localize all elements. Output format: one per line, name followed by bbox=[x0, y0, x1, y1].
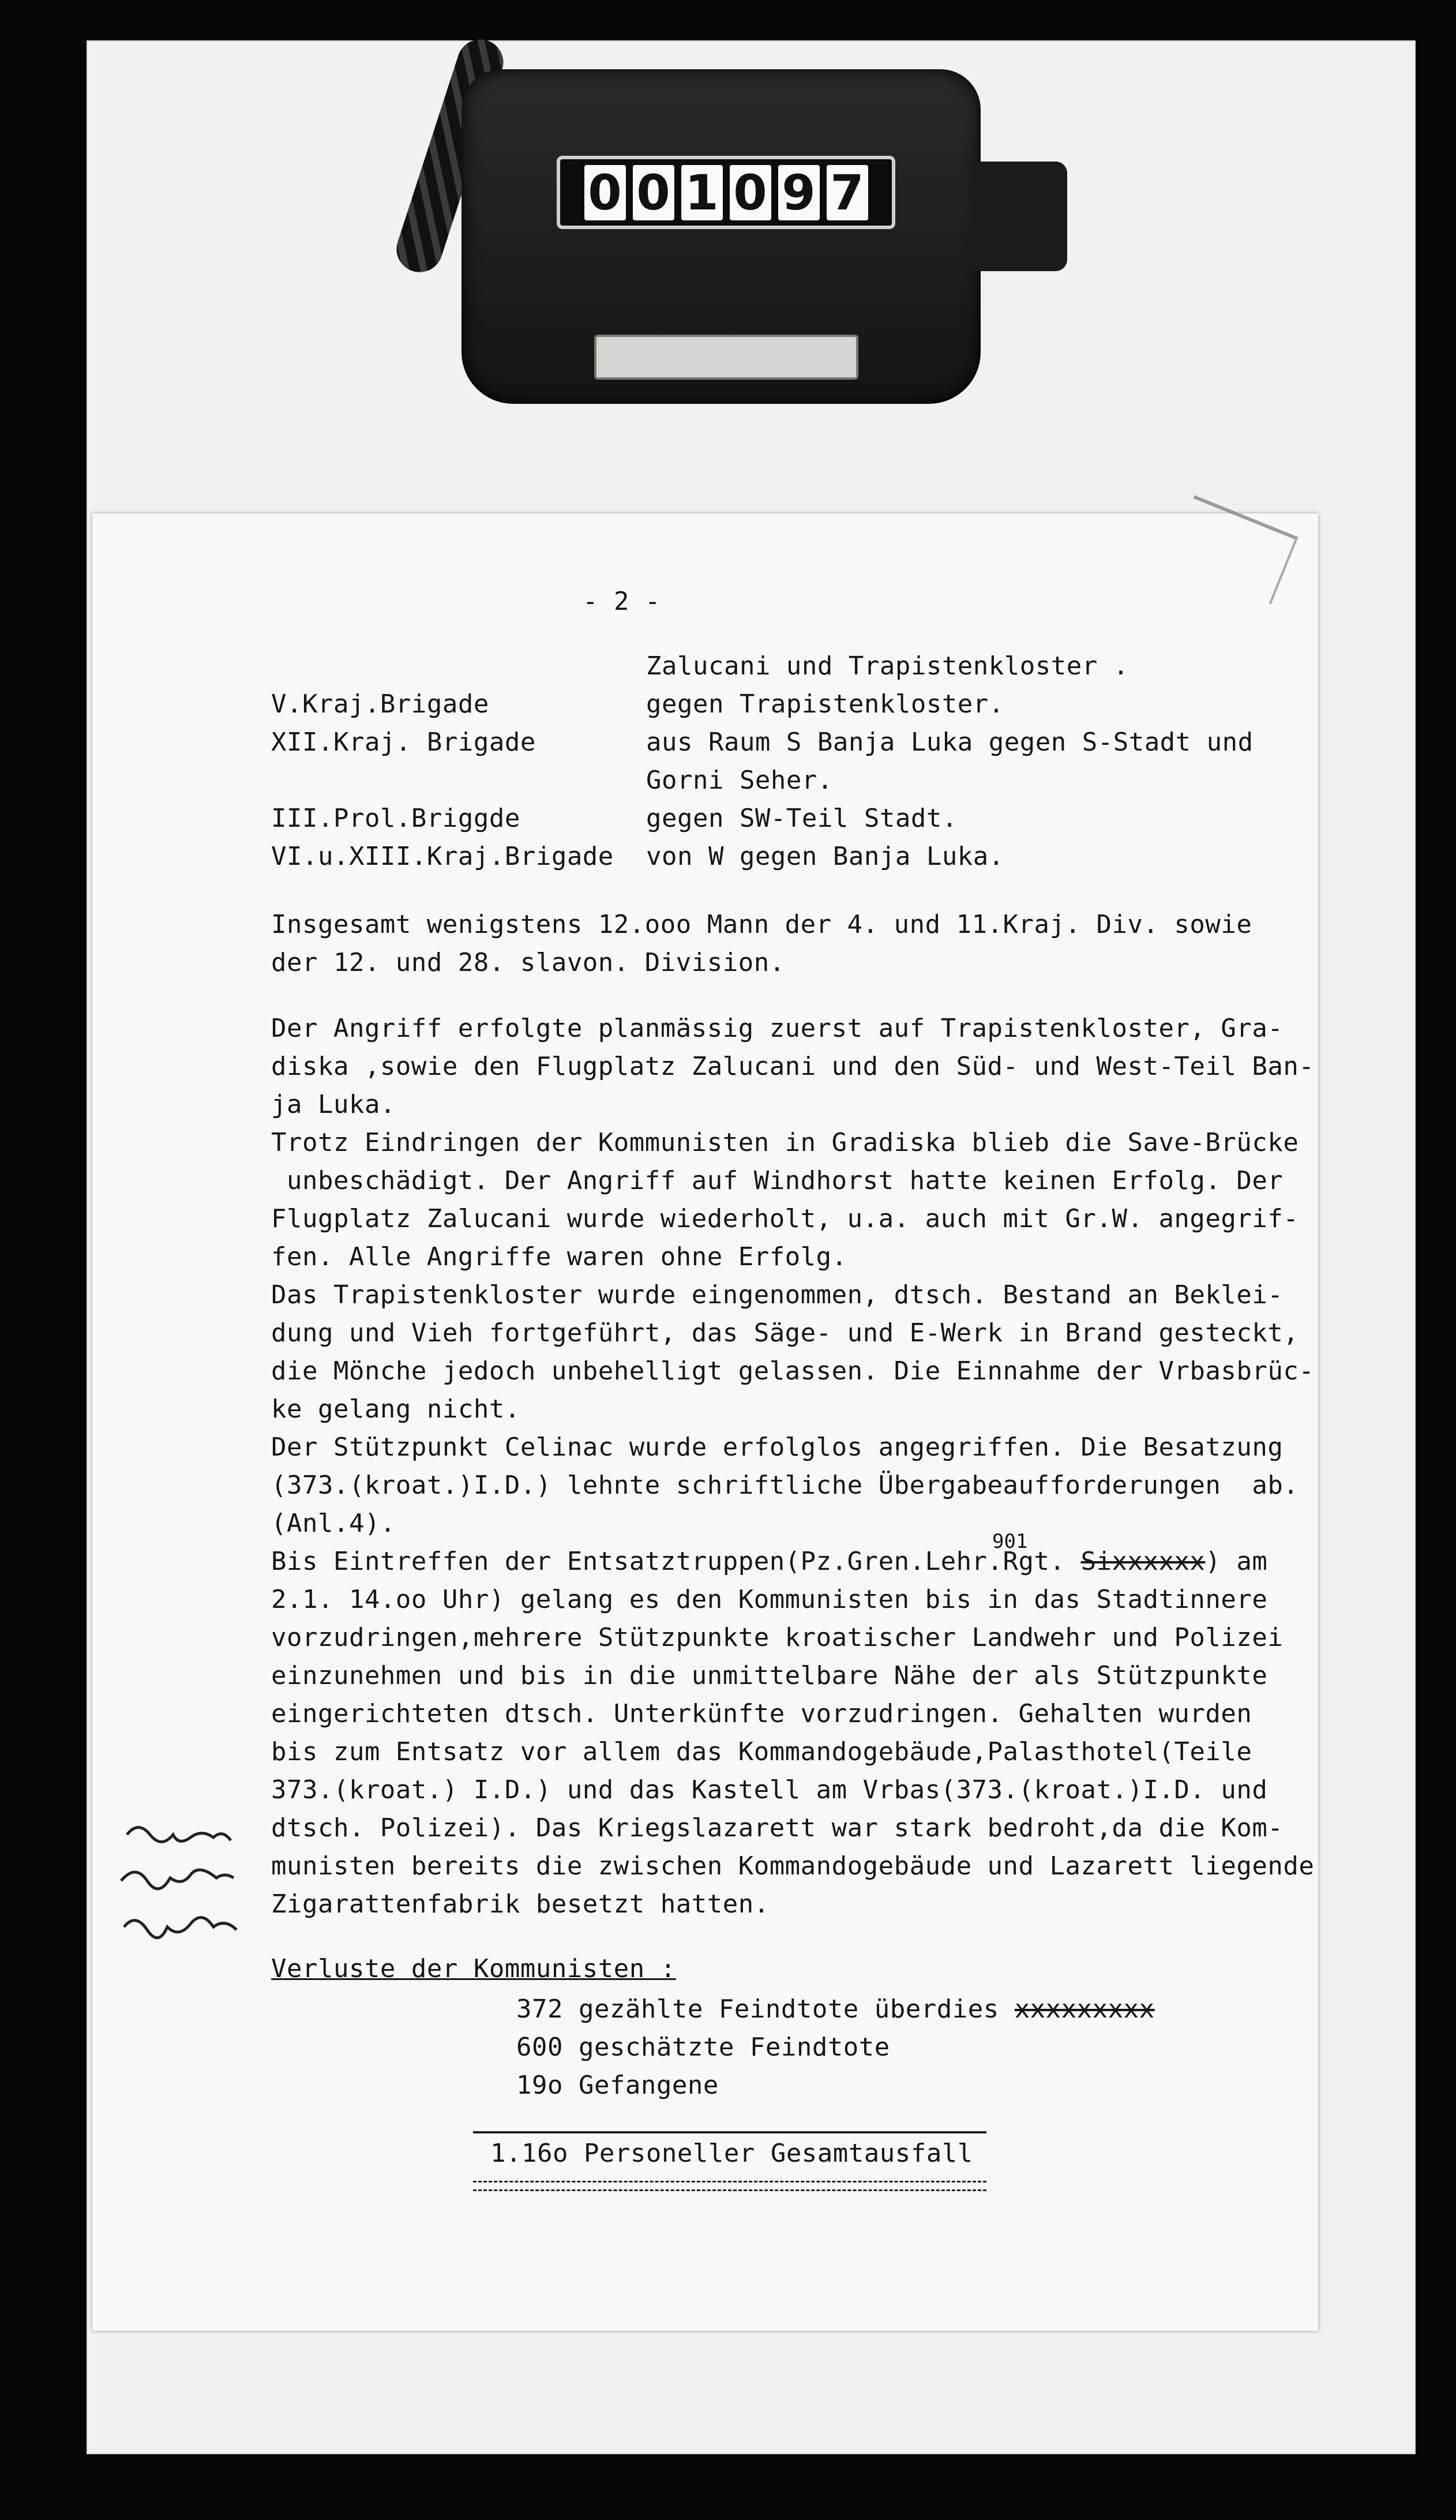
struck-text: Sixxxxxx bbox=[1080, 1547, 1206, 1576]
body-line: 373.(kroat.) I.D.) und das Kastell am Vrbas(373.(kroat.)I.D. und bbox=[271, 1775, 1268, 1805]
body-line: dtsch. Polizei). Das Kriegslazarett war stark bedroht,da die Kom- bbox=[271, 1813, 1284, 1843]
counter-digit: 0 bbox=[584, 165, 626, 220]
loss-text: 372 gezählte Feindtote überdies bbox=[516, 1994, 1015, 2024]
body-line: Trotz Eindringen der Kommunisten in Gradiska blieb die Save-Brücke bbox=[271, 1128, 1299, 1157]
body-line: bis zum Entsatz vor allem das Kommandogebäude,Palasthotel(Teile bbox=[271, 1737, 1252, 1767]
body-line: Der Stützpunkt Celinac wurde erfolglos angegriffen. Die Besatzung bbox=[271, 1432, 1284, 1462]
unit-name: VI.u.XIII.Kraj.Brigade bbox=[271, 842, 614, 871]
unit-name: III.Prol.Briggde bbox=[271, 804, 520, 833]
relief-text-end: ) am bbox=[1205, 1547, 1268, 1576]
counter-digit: 0 bbox=[633, 165, 674, 220]
body-line: diska ,sowie den Flugplatz Zalucani und den Süd- und West-Teil Ban- bbox=[271, 1052, 1315, 1081]
frame-counter bbox=[461, 69, 981, 404]
body-line: vorzudringen,mehrere Stützpunkte kroatischer Landwehr und Polizei bbox=[271, 1623, 1284, 1652]
unit-action: Gorni Seher. bbox=[646, 766, 833, 795]
body-line: unbeschädigt. Der Angriff auf Windhorst hatte keinen Erfolg. Der bbox=[271, 1166, 1284, 1195]
loss-line bbox=[516, 1990, 1155, 2028]
body-line: ja Luka. bbox=[271, 1090, 396, 1119]
unit-action: aus Raum S Banja Luka gegen S-Stadt und bbox=[646, 727, 1254, 757]
unit-name: V.Kraj.Brigade bbox=[271, 689, 489, 719]
losses-total: 1.16o Personeller Gesamtausfall bbox=[490, 2139, 973, 2168]
relief-line bbox=[271, 1543, 1267, 1581]
sum-rule bbox=[473, 2131, 986, 2133]
loss-line: 600 geschätzte Feindtote bbox=[516, 2032, 890, 2062]
body-line: fen. Alle Angriffe waren ohne Erfolg. bbox=[271, 1242, 847, 1272]
counter-nameplate bbox=[594, 335, 858, 380]
unit-action: Zalucani und Trapistenkloster . bbox=[646, 651, 1129, 681]
struck-text: xxxxxxxxx bbox=[1014, 1994, 1155, 2024]
counter-digit: 0 bbox=[730, 165, 771, 220]
counter-window bbox=[557, 156, 895, 229]
unit-action: gegen SW-Teil Stadt. bbox=[646, 804, 958, 833]
counter-digit: 7 bbox=[827, 165, 868, 220]
body-line: dung und Vieh fortgeführt, das Säge- und E-Werk in Brand gesteckt, bbox=[271, 1318, 1299, 1348]
unit-name: XII.Kraj. Brigade bbox=[271, 727, 536, 757]
counter-digit: 1 bbox=[681, 165, 723, 220]
body-line: Zigarattenfabrik besetzt hatten. bbox=[271, 1889, 770, 1919]
handwritten-superscript: 901 bbox=[992, 1530, 1028, 1553]
unit-action: von W gegen Banja Luka. bbox=[646, 842, 1004, 871]
losses-heading: Verluste der Kommunisten : bbox=[271, 1954, 676, 1983]
double-underline bbox=[473, 2181, 986, 2191]
margin-handwriting bbox=[115, 1817, 265, 1967]
relief-text: Bis Eintreffen der Entsatztruppen(Pz.Gren.Lehr.Rgt. bbox=[271, 1547, 1081, 1576]
counter-digit: 9 bbox=[778, 165, 820, 220]
page-number: - 2 - bbox=[583, 587, 661, 616]
loss-line: 19o Gefangene bbox=[516, 2071, 719, 2100]
body-line: (373.(kroat.)I.D.) lehnte schriftliche Übergabeaufforderungen ab. bbox=[271, 1471, 1299, 1500]
document-page bbox=[92, 513, 1318, 2331]
body-line: einzunehmen und bis in die unmittelbare Nähe der als Stützpunkte bbox=[271, 1661, 1268, 1690]
body-line: Der Angriff erfolgte planmässig zuerst auf Trapistenkloster, Gra- bbox=[271, 1014, 1284, 1043]
body-line: (Anl.4). bbox=[271, 1509, 396, 1538]
unit-action: gegen Trapistenkloster. bbox=[646, 689, 1004, 719]
body-line: 2.1. 14.oo Uhr) gelang es den Kommunisten bis in das Stadtinnere bbox=[271, 1585, 1268, 1614]
body-line: ke gelang nicht. bbox=[271, 1394, 520, 1424]
body-line: Insgesamt wenigstens 12.ooo Mann der 4. und 11.Kraj. Div. sowie bbox=[271, 910, 1252, 939]
counter-knob bbox=[969, 162, 1067, 271]
body-line: die Mönche jedoch unbehelligt gelassen. Die Einnahme der Vrbasbrüc- bbox=[271, 1356, 1315, 1386]
body-line: Flugplatz Zalucani wurde wiederholt, u.a. auch mit Gr.W. angegrif- bbox=[271, 1204, 1299, 1233]
body-line: eingerichteten dtsch. Unterkünfte vorzudringen. Gehalten wurden bbox=[271, 1699, 1252, 1728]
body-line: der 12. und 28. slavon. Division. bbox=[271, 948, 785, 977]
body-line: munisten bereits die zwischen Kommandogebäude und Lazarett liegende bbox=[271, 1851, 1315, 1881]
body-line: Das Trapistenkloster wurde eingenommen, dtsch. Bestand an Beklei- bbox=[271, 1280, 1284, 1310]
